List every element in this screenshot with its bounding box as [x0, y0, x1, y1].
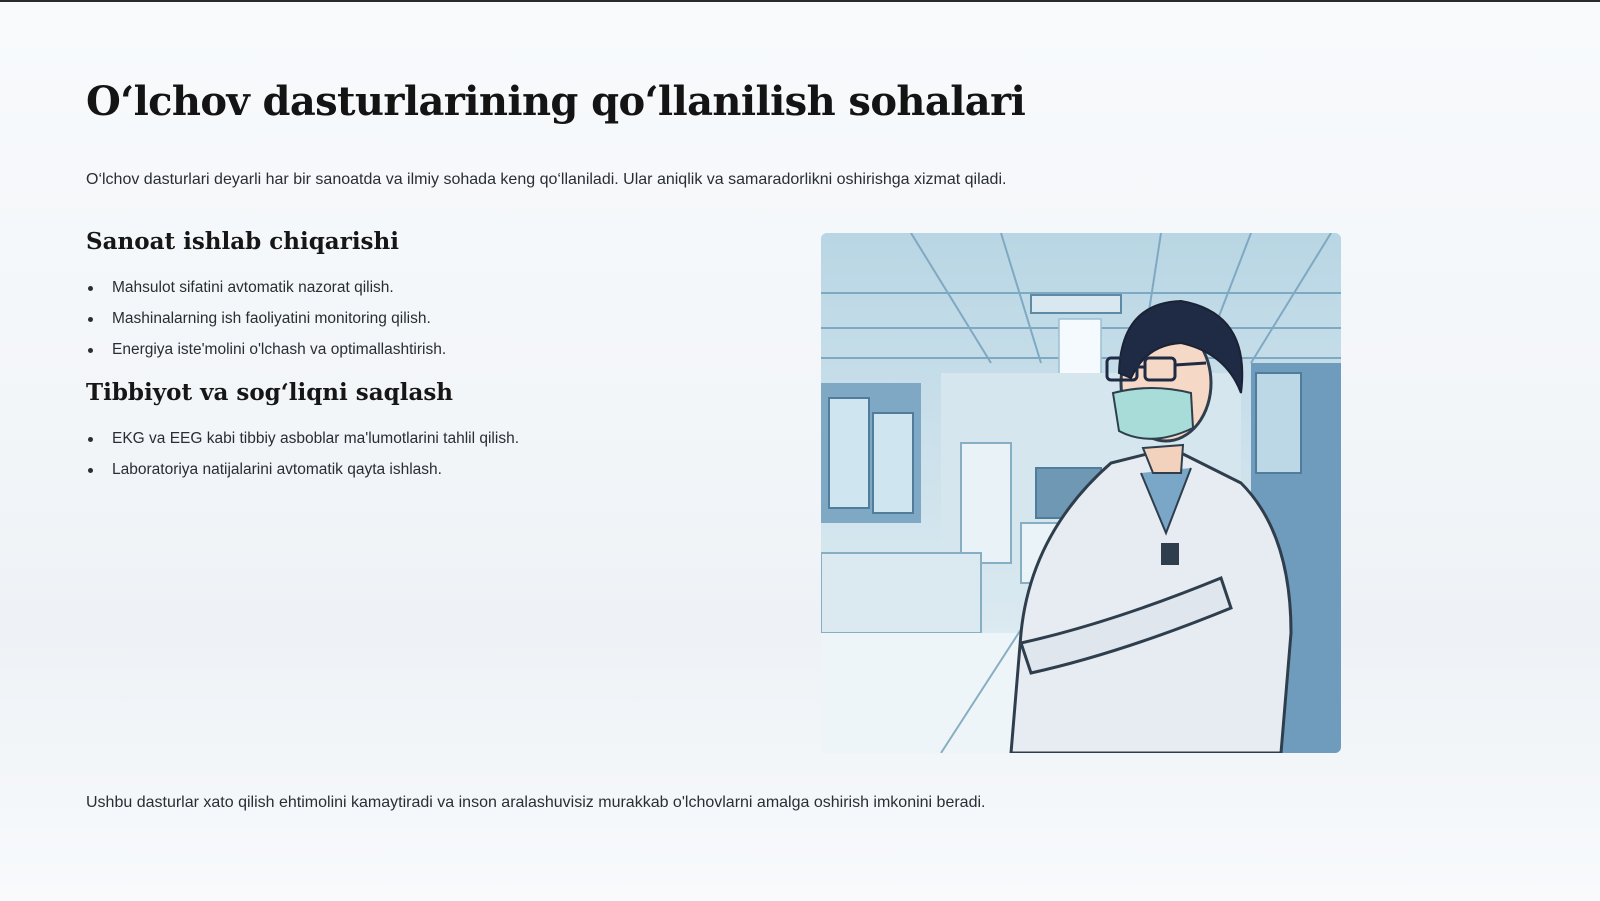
ceiling-vent: [1031, 295, 1121, 313]
list-item: Mashinalarning ish faoliyatini monitoring qilish.: [86, 307, 446, 338]
lab-scientist-illustration: [821, 233, 1341, 753]
list-item: EKG va EEG kabi tibbiy asboblar ma'lumotlarini tahlil qilish.: [86, 427, 519, 458]
medicine-bullet-list: [86, 427, 519, 489]
list-item: Energiya iste'molini o'lchash va optimallashtirish.: [86, 338, 446, 369]
face-mask: [1113, 388, 1193, 439]
top-border-line: [0, 0, 1600, 2]
industry-bullet-list: [86, 276, 446, 369]
ceiling-light: [1059, 319, 1101, 374]
intro-paragraph: O‘lchov dasturlari deyarli har bir sanoatda va ilmiy sohada keng qo‘llaniladi. Ular aniqlik va samaradorlikni oshirishga xizmat qiladi.: [86, 171, 1007, 188]
section-title-industry: Sanoat ishlab chiqarishi: [86, 228, 399, 255]
section-title-medicine: Tibbiyot va sog‘liqni saqlash: [86, 379, 454, 406]
list-item: Mahsulot sifatini avtomatik nazorat qilish.: [86, 276, 446, 307]
footer-paragraph: Ushbu dasturlar xato qilish ehtimolini kamaytiradi va inson aralashuvisiz murakkab o'lchovlarni amalga oshirish imkonini beradi.: [86, 794, 986, 811]
lab-equipment: [961, 443, 1011, 563]
lab-bench: [821, 553, 981, 633]
list-item: Laboratoriya natijalarini avtomatik qayta ishlash.: [86, 458, 519, 489]
slide-title: O‘lchov dasturlarining qo‘llanilish sohalari: [86, 78, 1026, 125]
